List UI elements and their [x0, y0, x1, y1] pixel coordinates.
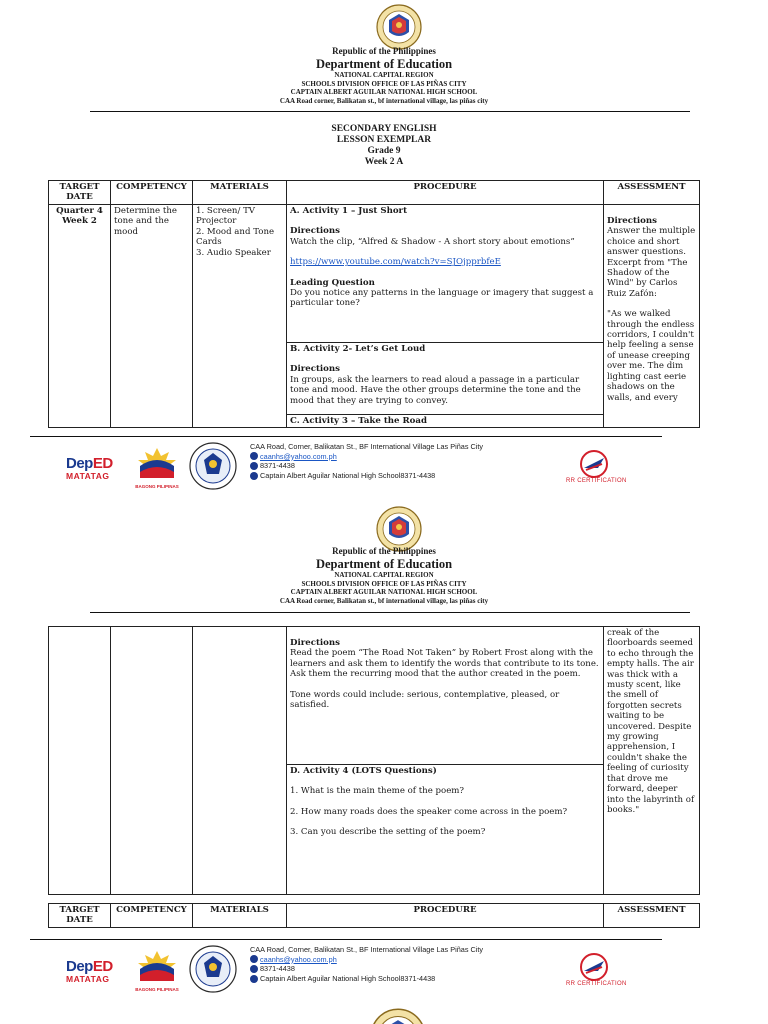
rr-certification-text: RR CERTIFICATION — [566, 478, 627, 484]
rr-certification-text: RR CERTIFICATION — [566, 981, 627, 987]
republic-line: Republic of the Philippines — [332, 46, 436, 56]
deped-word-b: ED — [92, 455, 113, 472]
excerpt-text: "As we walked through the endless corridors, I couldn't help feeling a sense of unease creeping over me. The dim lighting cast eerie shadows on the walls, and every — [607, 309, 695, 403]
grade-line: Grade 9 — [367, 146, 401, 156]
footer — [0, 943, 768, 1003]
header-competency: COMPETENCY — [111, 904, 193, 928]
email-link[interactable]: caanhs@yahoo.com.ph — [260, 451, 337, 461]
footer-contact — [250, 945, 483, 983]
header-competency: COMPETENCY — [111, 181, 193, 205]
header-assessment: ASSESSMENT — [604, 181, 700, 205]
rr-certification-logo — [564, 953, 634, 993]
activity1-directions-label: Directions — [290, 226, 340, 237]
question-3: 3. Can you describe the setting of the poem? — [290, 827, 486, 838]
region-line: NATIONAL CAPITAL REGION — [334, 71, 434, 79]
exemplar-line: LESSON EXEMPLAR — [336, 135, 432, 145]
quarter-label: Quarter 4 — [56, 206, 103, 216]
activity2-directions: In groups, ask the learners to read aloud a passage in a particular tone and mood. Have the other groups determine the tone and the mood that they are trying to convey. — [290, 374, 581, 406]
activity2-cell — [287, 343, 604, 415]
material-item: 3. Audio Speaker — [196, 247, 271, 258]
address-line: CAA Road corner, Balikatan st., bf international village, las piñas city — [279, 596, 489, 605]
assessment-directions: Answer the multiple choice and short answer questions. Excerpt from "The Shadow of the Wind" by Carlos Ruiz Zafón: — [607, 226, 696, 299]
header-rule — [90, 111, 690, 112]
bagong-word: BAGONG PILIPINAS — [135, 484, 179, 489]
week-line: Week 2 A — [364, 157, 404, 167]
material-item: 1. Screen/ TV Projector — [196, 206, 256, 227]
facebook-icon — [250, 975, 258, 983]
rr-certification-logo — [564, 450, 634, 490]
table-row — [49, 627, 700, 765]
week-label: Week 2 — [62, 216, 97, 227]
facebook-text: Captain Albert Aguilar National High School8371-4438 — [260, 470, 436, 480]
header-target-date: TARGET DATE — [49, 904, 111, 928]
address-text: CAA Road, Corner, Balikatan St., BF International Village Las Piñas City — [250, 945, 484, 954]
competency-cell: Determine the tone and the mood — [111, 205, 193, 428]
phone-text: 8371-4438 — [260, 461, 295, 471]
material-item: 2. Mood and Tone Cards — [196, 226, 275, 248]
republic-line: Republic of the Philippines — [332, 546, 436, 556]
header-rule — [90, 612, 690, 613]
activity3-directions: Read the poem “The Road Not Taken” by Robert Frost along with the learners and ask them to identify the words that contribute to its tone. Ask them the recurring mood that the author created in the poem. — [290, 648, 599, 680]
activity3-directions-label: Directions — [290, 638, 340, 648]
bagong-pilipinas-logo — [132, 446, 182, 488]
table-header-row — [49, 181, 700, 205]
phone-icon — [250, 965, 258, 973]
lesson-title — [0, 124, 768, 168]
header-procedure: PROCEDURE — [287, 904, 604, 928]
bagong-pilipinas-logo — [132, 949, 182, 991]
rr-certification-icon — [564, 953, 624, 983]
email-link[interactable]: caanhs@yahoo.com.ph — [260, 954, 337, 964]
email-icon — [250, 955, 258, 963]
school-seal-icon — [189, 442, 237, 490]
lesson-table-continued — [48, 626, 700, 895]
division-line: SCHOOLS DIVISION OFFICE OF LAS PIÑAS CITY — [301, 579, 467, 588]
target-date-cell — [49, 205, 111, 428]
school-line: CAPTAIN ALBERT AGUILAR NATIONAL HIGH SCHOOL — [290, 88, 478, 96]
target-date-cell — [49, 627, 111, 895]
activity1-title: A. Activity 1 – Just Short — [290, 206, 408, 216]
tone-words: Tone words could include: serious, contemplative, pleased, or satisfied. — [290, 689, 560, 711]
deped-seal-icon — [376, 4, 422, 50]
page-2 — [0, 500, 768, 1010]
letterhead — [0, 46, 768, 105]
repeated-header-table — [48, 903, 700, 928]
leading-question: Do you notice any patterns in the language or imagery that suggest a particular tone? — [290, 288, 594, 309]
header-procedure: PROCEDURE — [287, 181, 604, 205]
header-target-date: TARGET DATE — [49, 181, 111, 205]
question-1: 1. What is the main theme of the poem? — [290, 786, 465, 797]
lesson-table — [48, 180, 700, 428]
next-page-seal — [370, 1008, 426, 1024]
footer — [0, 440, 768, 500]
matatag-word: MATATAG — [66, 471, 110, 481]
department-line: Department of Education — [315, 57, 453, 71]
footer-rule — [30, 939, 662, 940]
page-1 — [0, 0, 768, 500]
rr-certification-icon — [564, 450, 624, 480]
deped-word-a: Dep — [66, 455, 93, 472]
email-icon — [250, 452, 258, 460]
activity3-title-cell: C. Activity 3 – Take the Road — [287, 415, 604, 428]
region-line: NATIONAL CAPITAL REGION — [334, 571, 434, 579]
header-materials: MATERIALS — [193, 181, 287, 205]
question-2: 2. How many roads does the speaker come across in the poem? — [290, 806, 568, 817]
department-line: Department of Education — [315, 557, 453, 571]
deped-word-a: Dep — [66, 958, 93, 975]
assessment-cell — [604, 627, 700, 895]
excerpt-text: creak of the floorboards seemed to echo through the empty halls. The air was thick with a musty scent, like the smell of forgotten secrets waiting to be uncovered. Despite my growing apprehension, I couldn't shake the feeling of curiosity that drove me forward, deeper into the labyrinth of books." — [607, 628, 695, 815]
activity1-directions: Watch the clip, “Alfred & Shadow - A short story about emotions” — [290, 236, 575, 247]
school-line: CAPTAIN ALBERT AGUILAR NATIONAL HIGH SCHOOL — [290, 588, 478, 596]
competency-cell — [111, 627, 193, 895]
bagong-pilipinas-icon — [132, 446, 182, 480]
matatag-word: MATATAG — [66, 974, 110, 984]
table-row — [49, 205, 700, 343]
address-line: CAA Road corner, Balikatan st., bf international village, las piñas city — [279, 96, 489, 105]
footer-contact — [250, 442, 483, 480]
header-assessment: ASSESSMENT — [604, 904, 700, 928]
school-seal-icon — [189, 945, 237, 993]
address-text: CAA Road, Corner, Balikatan St., BF International Village Las Piñas City — [250, 442, 484, 451]
activity4-cell — [287, 765, 604, 895]
activity3-cell — [287, 627, 604, 765]
division-line: SCHOOLS DIVISION OFFICE OF LAS PIÑAS CITY — [301, 79, 467, 88]
table-header-row — [49, 904, 700, 928]
activity1-cell — [287, 205, 604, 343]
subject-line: SECONDARY ENGLISH — [331, 124, 437, 134]
assessment-directions-label: Directions — [607, 216, 657, 226]
materials-cell — [193, 627, 287, 895]
deped-logo — [66, 959, 124, 984]
facebook-text: Captain Albert Aguilar National High School8371-4438 — [260, 973, 436, 983]
deped-seal-icon — [370, 1008, 426, 1024]
facebook-icon — [250, 472, 258, 480]
materials-cell — [193, 205, 287, 428]
activity2-directions-label: Directions — [290, 364, 340, 375]
video-link[interactable]: https://www.youtube.com/watch?v=SJOjpprbfeE — [290, 257, 501, 268]
activity2-title: B. Activity 2- Let’s Get Loud — [290, 344, 426, 354]
deped-logo — [66, 456, 124, 481]
deped-word-b: ED — [92, 958, 113, 975]
letterhead — [0, 546, 768, 605]
bagong-pilipinas-icon — [132, 949, 182, 983]
header-materials: MATERIALS — [193, 904, 287, 928]
leading-question-label: Leading Question — [290, 277, 375, 288]
phone-icon — [250, 462, 258, 470]
activity4-title: D. Activity 4 (LOTS Questions) — [290, 766, 437, 776]
footer-rule — [30, 436, 662, 437]
assessment-cell — [604, 205, 700, 428]
bagong-word: BAGONG PILIPINAS — [135, 987, 179, 992]
phone-text: 8371-4438 — [260, 964, 295, 974]
